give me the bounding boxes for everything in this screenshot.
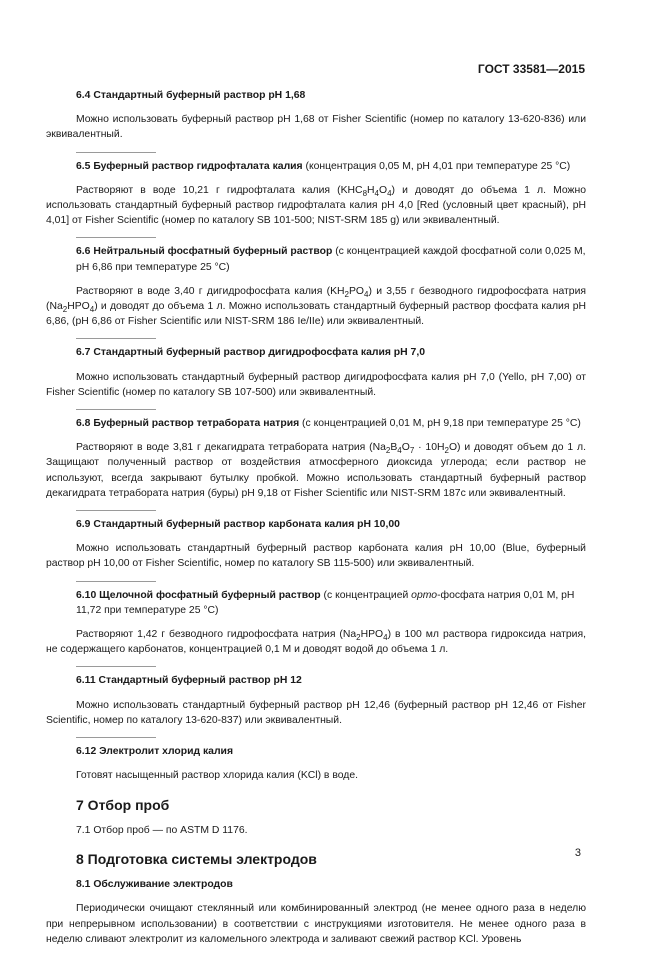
section-6-8-title: 6.8 Буферный раствор тетрабората натрия (с концентрацией 0,01 М, pH 9,18 при температуре 25 °C) (76, 418, 581, 430)
section-divider (76, 581, 156, 582)
section-6-12-paragraph: Готовят насыщенный раствор хлорида калия (KCl) в воде. (76, 770, 359, 782)
section-6-9-title: 6.9 Стандартный буферный раствор карбоната калия pH 10,00 (76, 519, 400, 531)
section-7-heading: 7 Отбор проб (76, 796, 170, 813)
section-6-8-paragraph: Растворяют в воде 3,81 г декагидрата тетрабората натрия $(Na_2B_4O_7 \cdot 10H_2O)$ и доводят объем до 1 л. Защищают полученный раствор от воздействия атмосферного диоксида углерода; если раствор не используют, всегда закрывают бутылку пробкой. Можно использовать стандартный буферный раствор декагидрата тетрабората натрия (буры) pH 9,18 от Fisher Scientific или NIST-SRM 187c или эквивалентный. (46, 442, 586, 499)
section-6-12-title: 6.12 Электролит хлорид калия (76, 746, 234, 758)
page-number: 3 (574, 847, 581, 859)
section-7-paragraph: 7.1 Отбор проб — по ASTM D 1176. (76, 824, 248, 836)
section-8-1-paragraph: Периодически очищают стеклянный или комбинированный электрод (не менее одного раза в неделю при непрерывном использовании) в соответствии с инструкциями изготовителя. Не менее одного раза в неделю сливают электролит из каломельного электрода и заливают свежий раствор KCl. Уровень (46, 903, 586, 945)
section-6-5-title: 6.5 Буферный раствор гидрофталата калия (концентрация 0,05 М, pH 4,01 при температуре 25 °C) (76, 160, 571, 172)
section-divider (76, 152, 156, 153)
page-content (46, 88, 586, 956)
section-divider (76, 737, 156, 738)
section-6-7-title: 6.7 Стандартный буферный раствор дигидрофосфата калия pH 7,0 (76, 347, 425, 359)
section-divider (76, 237, 156, 238)
section-8-1-title: 8.1 Обслуживание электродов (76, 879, 233, 891)
section-6-11-paragraph: Можно использовать стандартный буферный раствор pH 12,46 (буферный раствор pH 12,46 от Fisher Scientific, номер по каталогу 13-620-837) или эквивалентный. (46, 699, 586, 726)
section-6-7-paragraph: Можно использовать стандартный буферный раствор дигидрофосфата калия pH 7,0 (Yello, pH 7,00) от Fisher Scientific (номер по каталогу SB 107-500) или эквивалентный. (46, 371, 586, 398)
section-divider (76, 510, 156, 511)
section-8-heading: 8 Подготовка системы электродов (76, 850, 317, 867)
section-6-11-title: 6.11 Стандартный буферный раствор pH 12 (76, 675, 302, 687)
section-6-6-title: 6.6 Нейтральный фосфатный буферный раствор (с концентрацией каждой фосфатной соли 0,025 М, pH 6,86 при температуре 25 °C) (76, 246, 586, 273)
section-6-10-paragraph: Растворяют 1,42 г безводного гидрофосфата натрия $(Na_2HPO_4)$ в 100 мл раствора гидроксида натрия, не содержащего карбонатов, концентрацией 0,1 М и доводят водой до объема 1 л. (46, 629, 586, 656)
section-divider (76, 409, 156, 410)
section-6-10-title: 6.10 Щелочной фосфатный буферный раствор (с концентрацией орто-фосфата натрия 0,01 М, pH 11,72 при температуре 25 °C) (76, 589, 575, 616)
document-code: ГОСТ 33581—2015 (477, 62, 585, 76)
section-6-4-title: 6.4 Стандартный буферный раствор pH 1,68 (76, 90, 306, 101)
section-divider (76, 666, 156, 667)
section-6-5-paragraph: Растворяют в воде 10,21 г гидрофталата калия $(KHC_8H_4O_4)$ и доводят до объема 1 л. Можно использовать стандартный буферный раствор гидрофталата калия pH 4,0 [Red (условный цвет красный), pH 4,01] от Fisher Scientific (номер по каталогу SB 101-500; NIST-SRM 185 g) или эквивалентный. (46, 184, 586, 227)
section-divider (76, 338, 156, 339)
section-6-9-paragraph: Можно использовать стандартный буферный раствор карбоната калия pH 10,00 (Blue, буферный раствор pH 10,00 от Fisher Scientific, номер по каталогу SB 115-500) или эквивалентный. (46, 543, 586, 570)
section-6-6-paragraph: Растворяют в воде 3,40 г дигидрофосфата калия $(KH_2PO_4)$ и 3,55 г безводного гидрофосфата натрия $(Na_2HPO_4)$ и доводят до объема 1 л. Можно использовать стандартный буферный раствор фосфата калия pH 6,86, (pH 6,86 от Fisher Scientific или NIST-SRM 186 Ie/IIe) или эквивалентный. (46, 285, 586, 328)
section-6-4-paragraph: Можно использовать буферный раствор pH 1,68 от Fisher Scientific (номер по каталогу 13-620-836) или эквивалентный. (46, 114, 586, 141)
